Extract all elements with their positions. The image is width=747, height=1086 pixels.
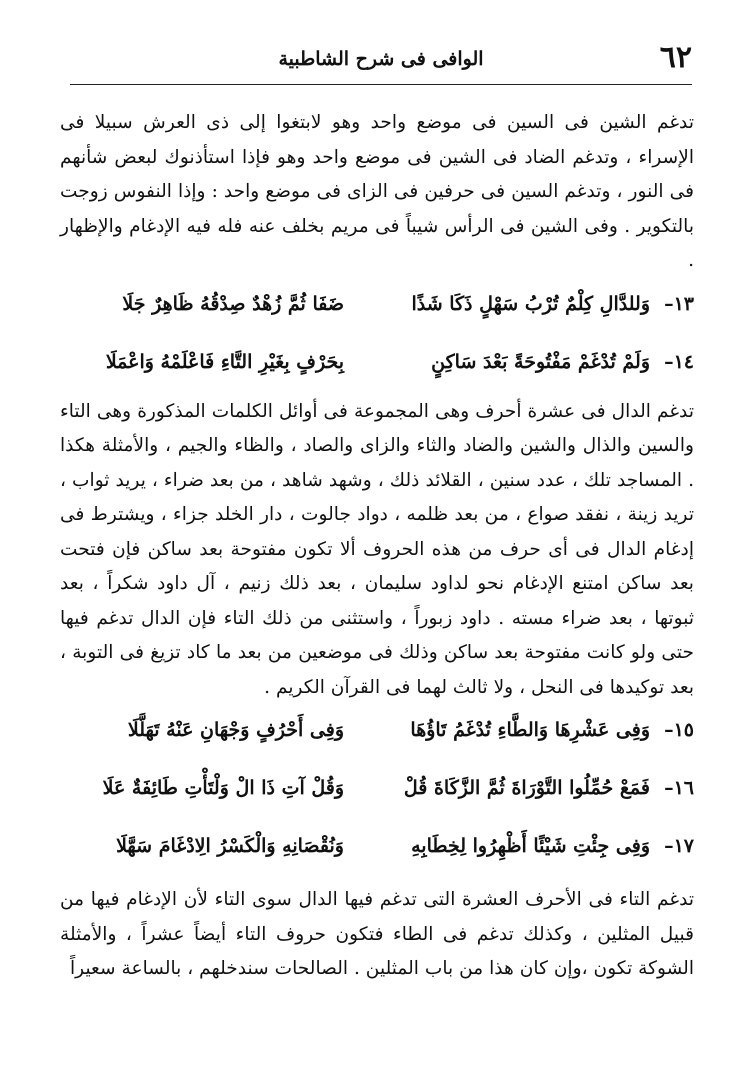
verse-second-hemistich: وَنُقْصَانِهِ وَالْكَسْرُ الِادْغَامَ سَهَّلَا: [116, 835, 344, 857]
page-number: ٦٢: [659, 40, 692, 75]
verse-number: ١٥–: [664, 719, 694, 741]
verse-second-hemistich: ضَفَا ثُمَّ زُهْدٌ صِدْقُهُ ظَاهِرٌ جَلَا: [122, 292, 344, 315]
verse-number: ١٣–: [664, 292, 694, 315]
verse-first-hemistich: وَفِى جِئْتِ شَيْئًا أَظْهِرُوا لِخِطَابِهِ: [411, 835, 650, 857]
verse-line: [60, 279, 694, 337]
verse-second-hemistich: وَفِى أَحْرُفٍ وَجْهَانِ عَنْهُ تَهَلَّلَا: [127, 719, 344, 741]
verse-first-hemistich: وَلَمْ تُدْغَمْ مَفْتُوحَةً بَعْدَ سَاكِنٍ: [431, 350, 650, 373]
verse-line: [60, 763, 694, 821]
verse-number: ١٤–: [664, 350, 694, 373]
verse-first-hemistich: فَمَعْ حُمِّلُوا التَّوْرَاةَ ثُمَّ الزَّكَاةَ قُلْ: [403, 777, 650, 799]
page-body: [60, 106, 694, 987]
verse-second-hemistich: وَقُلْ آتِ ذَا الْ وَلْتَأْتِ طَائِفَةٌ عَلَا: [102, 777, 344, 799]
verse-first-hemistich: وَللدَّالِ كِلْمٌ تُرْبُ سَهْلٍ ذَكَا شَذًا: [411, 292, 650, 315]
paragraph-3: تدغم التاء فى الأحرف العشرة التى تدغم فيها الدال سوى التاء لأن الإدغام فيها من قبيل المثلين ، وكذلك تدغم فى الطاء فتكون حروف التاء أيضاً عشراً ، والأمثلة الشوكة تكون ،وإن كان هذا من باب المثلين . الصالحات سندخلهم ، بالساعة سعيراً: [60, 889, 694, 979]
verse-group-1: [60, 279, 694, 395]
paragraph-1: تدغم الشين فى السين فى موضع واحد وهو لابتغوا إلى ذى العرش سبيلا فى الإسراء ، وتدغم الضاد فى الشين فى موضع واحد وهو فإذا استأذنوك لبعض شأنهم فى النور ، وتدغم السين فى حرفين فى الزاى فى موضع واحد : وإذا النفوس زوجت بالتكوير . وفى الشين فى الرأس شيباً فى مريم بخلف عنه فله فيه الإدغام والإظهار .: [60, 112, 694, 271]
running-title: الوافى فى شرح الشاطبية: [278, 48, 484, 70]
verse-line: [60, 337, 694, 395]
verse-line: [60, 705, 694, 763]
verse-first-hemistich: وَفِى عَشْرِهَا وَالطَّاءِ تُدْغَمُ تَاؤُهَا: [410, 719, 650, 741]
verse-group-2: [60, 705, 694, 879]
verse-number: ١٧–: [664, 835, 694, 857]
verse-number: ١٦–: [664, 777, 694, 799]
verse-line: [60, 821, 694, 879]
page-header: [70, 38, 692, 85]
paragraph-2: تدغم الدال فى عشرة أحرف وهى المجموعة فى أوائل الكلمات المذكورة وهى التاء والسين والذال والشين والضاد والثاء والزاى والصاد ، والظاء والجيم ، والأمثلة هكذا . المساجد تلك ، عدد سنين ، القلائد ذلك ، وشهد شاهد ، من بعد ضراء ، يريد ثواب ، تريد زينة ، نفقد صواع ، من بعد ظلمه ، دواد جالوت ، دار الخلد جزاء ، ويشترط فى إدغام الدال فى أى حرف من هذه الحروف ألا تكون مفتوحة بعد ساكن فإن فتحت بعد ساكن امتنع الإدغام نحو لداود سليمان ، بعد ذلك زنيم ، آل داود شكراً ، بعد ثبوتها ، بعد ضراء مسته . داود زبوراً ، واستثنى من ذلك التاء فإن الدال تدغم فيها حتى ولو كانت مفتوحة بعد ساكن وذلك فى موضعين من بعد ما كاد تزيغ فى التوبة ، بعد توكيدها فى النحل ، ولا ثالث لهما فى القرآن الكريم .: [60, 400, 694, 698]
verse-second-hemistich: بِحَرْفٍ بِغَيْرِ التَّاءِ فَاعْلَمْهُ وَاعْمَلَا: [105, 350, 344, 373]
